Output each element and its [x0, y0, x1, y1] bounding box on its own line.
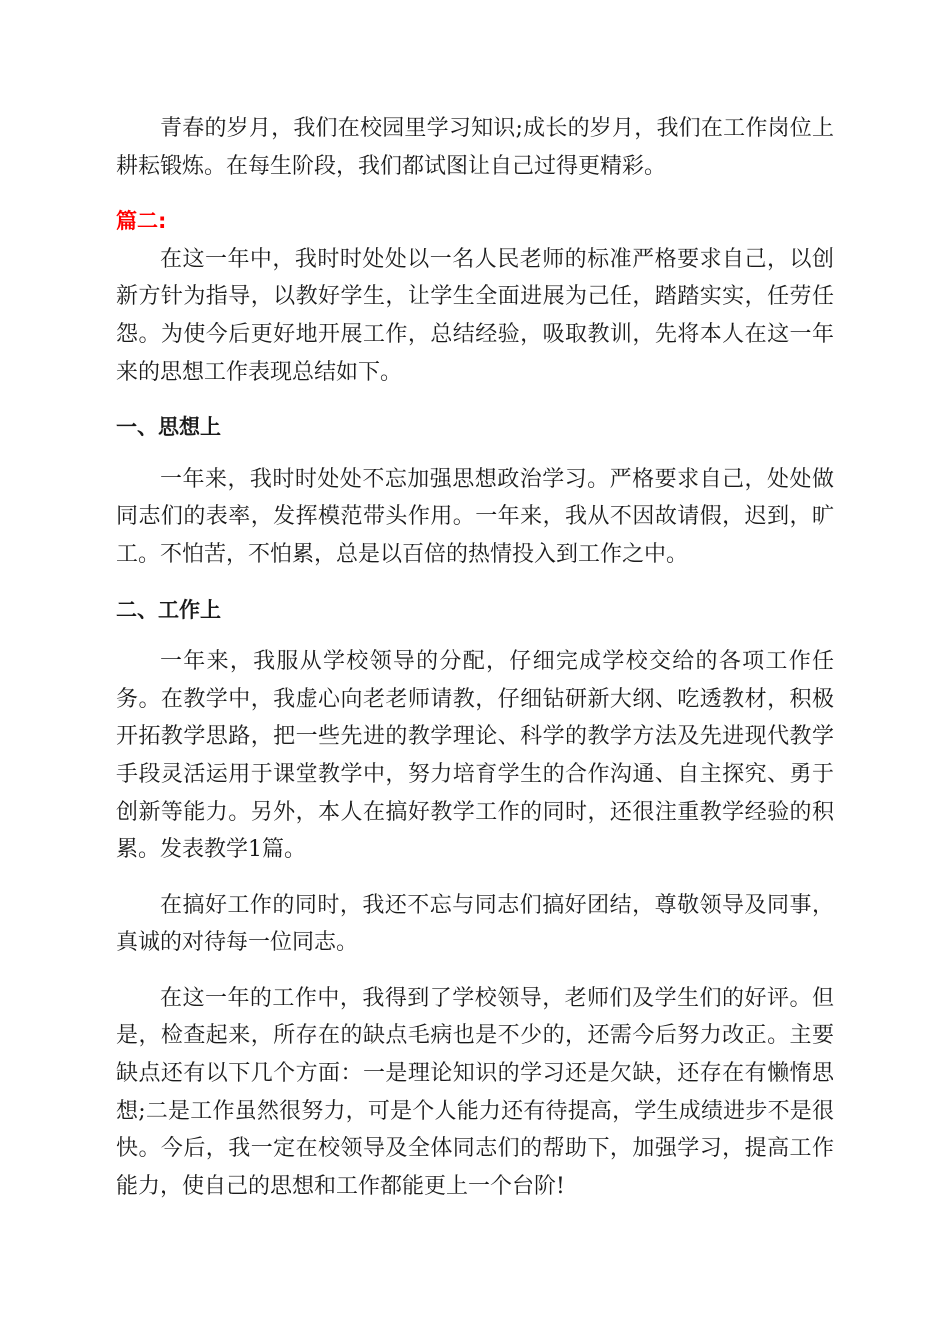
- summary-paragraph: 在这一年的工作中，我得到了学校领导，老师们及学生们的好评。但是，检查起来，所存在的缺点毛病也是不少的，还需今后努力改正。主要缺点还有以下几个方面：一是理论知识的学习还是欠缺，还存在有懒惰思想;二是工作虽然很努力，可是个人能力还有待提高，学生成绩进步不是很快。今后，我一定在校领导及全体同志们的帮助下，加强学习，提高工作能力，使自己的思想和工作都能更上一个台阶!: [116, 985, 834, 1199]
- spacer: [116, 574, 834, 592]
- spacer: [116, 962, 834, 980]
- spacer: [116, 447, 834, 461]
- work-paragraph: 一年来，我服从学校领导的分配，仔细完成学校交给的各项工作任务。在教学中，我虚心向老老师请教，仔细钻研新大纲、吃透教材，积极开拓教学思路，把一些先进的教学理论、科学的教学方法及先进现代教学手段灵活运用于课堂教学中，努力培育学生的合作沟通、自主探究、勇于创新等能力。另外，本人在搞好教学工作的同时，还很注重教学经验的积累。发表教学1篇。: [116, 649, 834, 863]
- intro-paragraph: 青春的岁月，我们在校园里学习知识;成长的岁月，我们在工作岗位上耕耘锻炼。在每生阶段，我们都试图让自己过得更精彩。: [116, 116, 834, 179]
- spacer: [116, 629, 834, 643]
- spacer: [116, 869, 834, 887]
- heading-thought: 一、思想上: [116, 415, 221, 440]
- unity-paragraph: 在搞好工作的同时，我还不忘与同志们搞好团结，尊敬领导及同事，真诚的对待每一位同志。: [116, 892, 834, 956]
- thought-paragraph: 一年来，我时时处处不忘加强思想政治学习。严格要求自己，处处做同志们的表率，发挥模范带头作用。一年来，我从不因故请假，迟到，旷工。不怕苦，不怕累，总是以百倍的热情投入到工作之中。: [116, 466, 834, 567]
- section-intro-paragraph: 在这一年中，我时时处处以一名人民老师的标准严格要求自己，以创新方针为指导，以教好学生，让学生全面进展为己任，踏踏实实，任劳任怨。为使今后更好地开展工作，总结经验，吸取教训，先将本人在这一年来的思想工作表现总结如下。: [116, 246, 834, 385]
- document-body: [116, 110, 834, 1205]
- section-title: 篇二:: [116, 209, 167, 234]
- spacer: [116, 185, 834, 203]
- heading-work: 二、工作上: [116, 597, 221, 622]
- spacer: [116, 391, 834, 409]
